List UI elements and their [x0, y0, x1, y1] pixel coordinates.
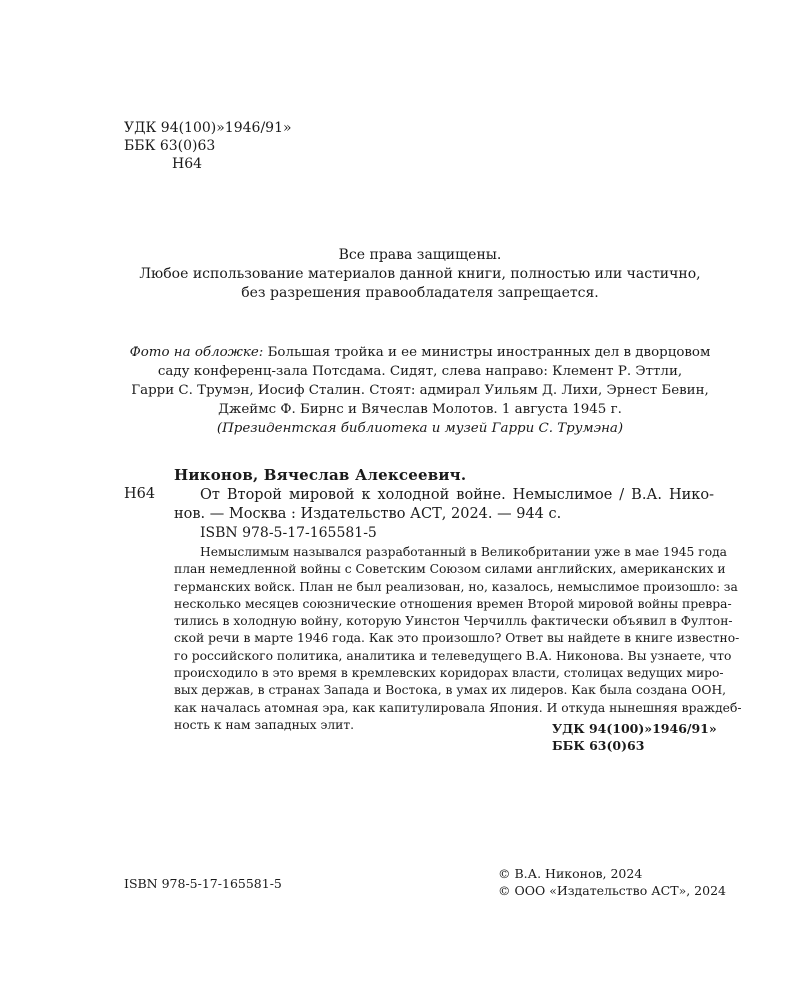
annotation-line: Немыслимым назывался разработанный в Великобритании уже в мае 1945 года [200, 545, 727, 559]
cover-photo-caption [100, 343, 740, 438]
caption-credit: (Президентская библиотека и музей Гарри С. Трумэна) [216, 421, 624, 436]
footer-isbn: ISBN 978-5-17-165581-5 [124, 876, 282, 891]
author-sign-side: Н64 [124, 486, 156, 502]
caption-line: Гарри С. Трумэн, Иосиф Сталин. Стоят: адмирал Уильям Д. Лихи, Эрнест Бевин, [131, 383, 709, 398]
annotation-line: вых держав, в странах Запада и Востока, в умах их лидеров. Как была создана ООН, [174, 683, 727, 698]
caption-line: Джеймс Ф. Бирнс и Вячеслав Молотов. 1 августа 1945 г. [218, 402, 622, 417]
rights-line: без разрешения правообладателя запрещается. [241, 285, 599, 301]
rights-line: Любое использование материалов данной книги, полностью или частично, [139, 266, 701, 282]
annotation-line: германских войск. План не был реализован, но, казалось, немыслимое произошло: за [174, 579, 738, 594]
annotation-line: тились в холодную войну, которую Уинстон Черчилль фактически объявил в Фултон- [174, 614, 733, 629]
udk-code: УДК 94(100)»1946/91» [124, 120, 292, 136]
udk-code-bottom: УДК 94(100)»1946/91» [552, 721, 717, 736]
caption-text: Большая тройка и ее министры иностранных дел в дворцовом [267, 345, 711, 360]
classification-bottom [552, 720, 717, 754]
author-sign: Н64 [172, 156, 203, 172]
caption-line [100, 343, 740, 362]
author-heading: Никонов, Вячеслав Алексеевич. [174, 466, 467, 484]
annotation-line: ской речи в марте 1946 года. Как это произошло? Ответ вы найдете в книге известно- [174, 631, 740, 646]
annotation-line: как началась атомная эра, как капитулировала Япония. И откуда нынешняя враждеб- [174, 700, 742, 715]
bib-isbn: ISBN 978-5-17-165581-5 [200, 525, 377, 541]
bib-line: От Второй мировой к холодной войне. Немыслимое / В.А. Нико- [200, 487, 714, 503]
annotation-line: план немедленной войны с Советским Союзом силами английских, американских и [174, 562, 726, 577]
rights-line: Все права защищены. [338, 247, 502, 263]
caption-label: Фото на обложке: [129, 345, 264, 360]
annotation-line: несколько месяцев союзнические отношения времен Второй мировой войны превра- [174, 596, 732, 611]
bbk-code-bottom: ББК 63(0)63 [552, 738, 645, 753]
rights-notice [100, 246, 740, 303]
bib-line: нов. — Москва : Издательство АСТ, 2024. — 944 с. [174, 506, 562, 522]
bibliographic-description [174, 486, 714, 524]
caption-line: саду конференц-зала Потсдама. Сидят, слева направо: Клемент Р. Эттли, [157, 364, 683, 379]
annotation-line: происходило в это время в кремлевских коридорах власти, столицах ведущих миро- [174, 666, 724, 681]
annotation-line: ность к нам западных элит. [174, 717, 355, 732]
copyright-publisher: © ООО «Издательство АСТ», 2024 [498, 883, 726, 898]
annotation-line: го российского политика, аналитика и телеведущего В.А. Никонова. Вы узнаете, что [174, 648, 732, 663]
classification-block [124, 119, 292, 173]
copyright-block [498, 865, 726, 899]
annotation [174, 544, 742, 734]
copyright-author: © В.А. Никонов, 2024 [498, 866, 643, 881]
bbk-code: ББК 63(0)63 [124, 138, 216, 154]
